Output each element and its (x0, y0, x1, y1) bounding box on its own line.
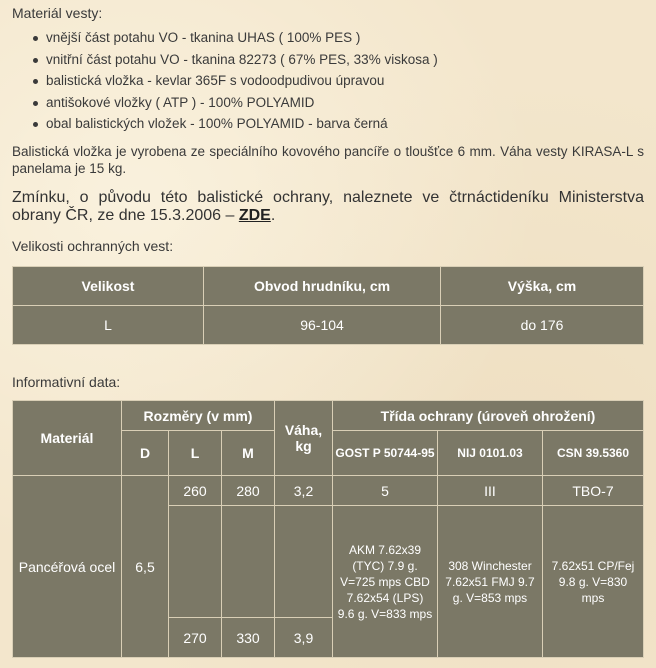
sizes-heading: Velikosti ochranných vest: (12, 237, 174, 254)
info-table (12, 400, 644, 658)
ballistic-insert-paragraph: Balistická vložka je vyrobena ze speciálního kovového pancíře o tloušťce 6 mm. Váha vesty KIRASA-L s panelama je 15 kg. (12, 143, 644, 176)
sizes-table (12, 266, 644, 345)
bullet-icon (33, 101, 38, 106)
thickness-cell: 6,5 (122, 476, 169, 658)
table-cell: 270 (169, 618, 222, 658)
ammo-cell: 308 Winchester 7.62x51 FMJ 9.7 g. V=853 mps (438, 506, 543, 658)
bullet-icon (33, 36, 38, 41)
table-cell (275, 506, 333, 618)
table-cell (169, 506, 222, 618)
column-header: CSN 39.5360 (543, 431, 644, 476)
zde-link[interactable]: ZDE (238, 206, 271, 224)
list-item: antišokové vložky ( ATP ) - 100% POLYAMID (12, 92, 644, 114)
table-cell: 5 (333, 476, 438, 506)
list-item: vnější část potahu VO - tkanina UHAS ( 100% PES ) (12, 27, 644, 49)
table-cell: 280 (222, 476, 275, 506)
table-cell: TBO-7 (543, 476, 644, 506)
table-row (13, 476, 644, 506)
article-content (12, 0, 644, 646)
table-row (13, 306, 644, 345)
material-cell: Pancéřová ocel (13, 476, 122, 658)
table-cell: 3,9 (275, 618, 333, 658)
table-header-row (13, 401, 644, 431)
column-header: NIJ 0101.03 (438, 431, 543, 476)
table-cell (222, 506, 275, 618)
ammo-cell: 7.62x51 CP/Fej 9.8 g. V=830 mps (543, 506, 644, 658)
table-cell: L (13, 306, 204, 345)
column-header: Váha, kg (275, 401, 333, 476)
table-cell: 3,2 (275, 476, 333, 506)
column-header: Materiál (13, 401, 122, 476)
bullet-icon (33, 122, 38, 127)
bullet-icon (33, 58, 38, 63)
table-cell: 330 (222, 618, 275, 658)
materials-list (12, 27, 644, 135)
column-header: Obvod hrudníku, cm (204, 267, 441, 306)
list-item: vnitřní část potahu VO - tkanina 82273 ( 67% PES, 33% viskosa ) (12, 49, 644, 71)
materials-heading: Materiál vesty: (12, 5, 103, 21)
info-heading: Informativní data: (12, 374, 121, 390)
ministry-reference-paragraph: Zmínku, o původu této balistické ochrany, naleznete ve čtrnáctideníku Ministerstva obrany ČR, ze dne 15.3.2006 – ZDE. (12, 188, 644, 224)
table-cell: do 176 (441, 306, 644, 345)
ammo-cell: AKM 7.62x39 (TYC) 7.9 g. V=725 mps CBD 7.62x54 (LPS) 9.6 g. V=833 mps (333, 506, 438, 658)
table-cell: 260 (169, 476, 222, 506)
column-header: Velikost (13, 267, 204, 306)
column-header: GOST P 50744-95 (333, 431, 438, 476)
column-header: D (122, 431, 169, 476)
bullet-icon (33, 79, 38, 84)
column-header: Výška, cm (441, 267, 644, 306)
column-header: M (222, 431, 275, 476)
column-header: L (169, 431, 222, 476)
list-item: balistická vložka - kevlar 365F s vodoodpudivou úpravou (12, 70, 644, 92)
table-cell: 96-104 (204, 306, 441, 345)
column-header: Třída ochrany (úroveň ohrožení) (333, 401, 644, 431)
table-cell: III (438, 476, 543, 506)
list-item: obal balistických vložek - 100% POLYAMID - barva černá (12, 113, 644, 135)
table-header-row (13, 267, 644, 306)
column-header: Rozměry (v mm) (122, 401, 275, 431)
